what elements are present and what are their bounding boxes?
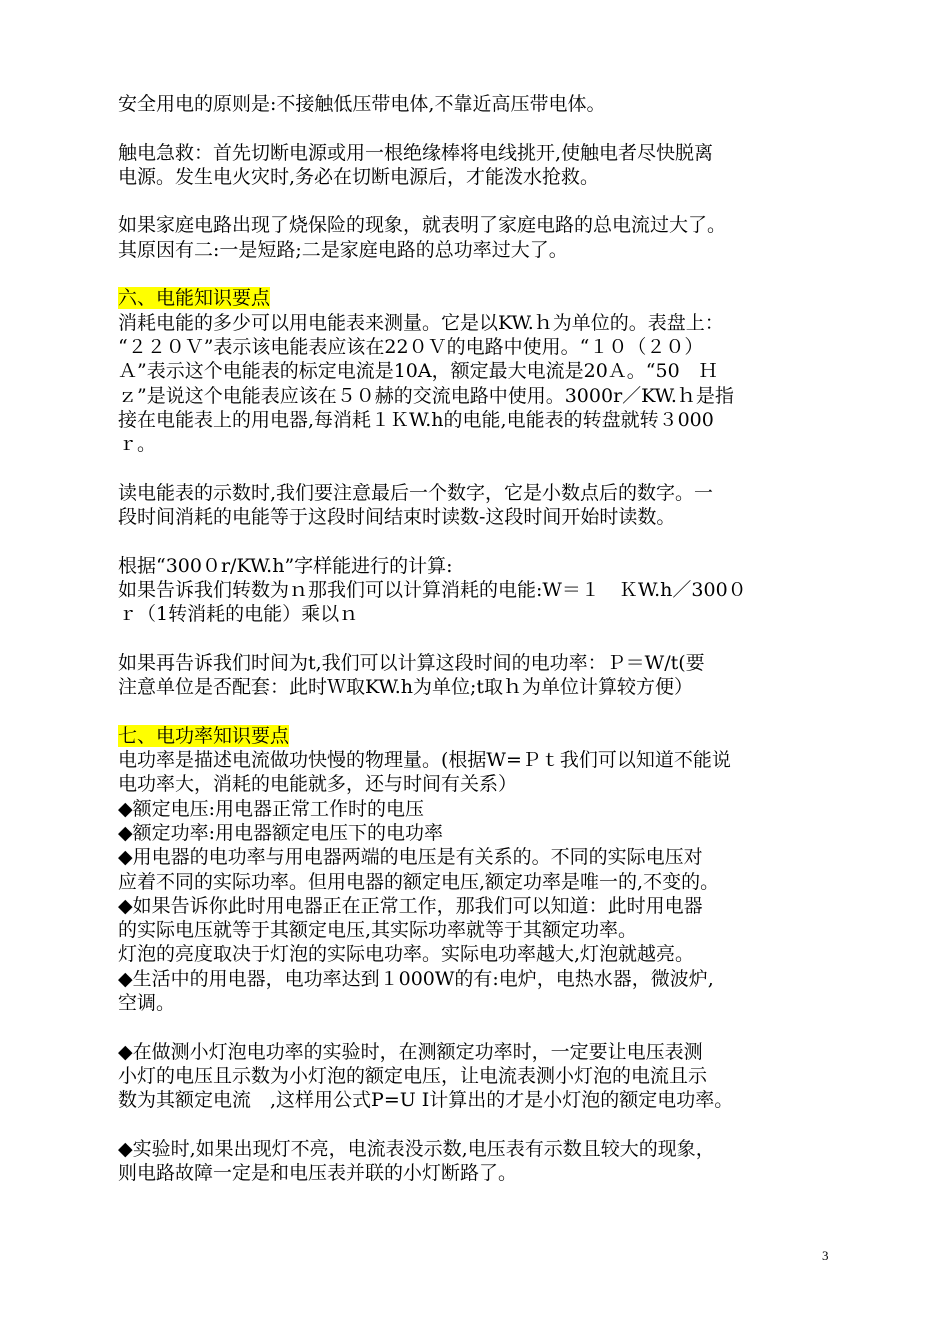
text-line: 小灯的电压且示数为小灯泡的额定电压，让电流表测小灯泡的电流且示 bbox=[118, 1064, 708, 1087]
text-line: 消耗电能的多少可以用电能表来测量。它是以KW.ｈ为单位的。表盘上： bbox=[118, 311, 724, 334]
blank-line bbox=[118, 456, 838, 480]
text-line: ｒ（1转消耗的电能）乘以ｎ bbox=[118, 603, 359, 626]
text-line: ｒ。 bbox=[118, 433, 157, 456]
text-line: ◆生活中的用电器，电功率达到１000W的有:电炉，电热水器，微波炉, bbox=[118, 967, 714, 990]
text-line: 安全用电的原则是:不接触低压带电体,不靠近高压带电体。 bbox=[118, 93, 606, 115]
blank-line bbox=[118, 189, 838, 213]
blank-line bbox=[118, 627, 838, 651]
section-heading bbox=[118, 286, 838, 310]
text-line: “２２０Ｖ”表示该电能表应该在22０Ｖ的电路中使用。“１０（２０） bbox=[118, 335, 704, 358]
blank-line bbox=[118, 1112, 838, 1136]
text-line: 触电急救：首先切断电源或用一根绝缘棒将电线挑开,使触电者尽快脱离 bbox=[118, 141, 714, 164]
highlighted-heading-text: 六、电能知识要点 bbox=[118, 287, 271, 310]
text-line: 则电路故障一定是和电压表并联的小灯断路了。 bbox=[118, 1162, 518, 1185]
text-line: Ａ”表示这个电能表的标定电流是10A，额定最大电流是20Ａ。“50 Ｈ bbox=[118, 360, 718, 383]
text-line: ◆额定电压:用电器正常工作时的电压 bbox=[118, 797, 425, 820]
text-line: 根据“300０r/KW.h”字样能进行的计算: bbox=[118, 554, 453, 577]
text-line: ｚ”是说这个电能表应该在５０赫的交流电路中使用。3000r／KW.ｈ是指 bbox=[118, 384, 734, 407]
text-line: 接在电能表上的用电器,每消耗１ＫW.h的电能,电能表的转盘就转３000 bbox=[118, 408, 714, 431]
page-number: 3 bbox=[822, 1248, 829, 1263]
text-line: ◆在做测小灯泡电功率的实验时，在测额定功率时，一定要让电压表测 bbox=[118, 1040, 703, 1063]
text-line: ◆如果告诉你此时用电器正在正常工作，那我们可以知道：此时用电器 bbox=[118, 894, 703, 917]
blank-line bbox=[118, 116, 838, 140]
text-line: 读电能表的示数时,我们要注意最后一个数字，它是小数点后的数字。一 bbox=[118, 481, 714, 504]
text-line: 灯泡的亮度取决于灯泡的实际电功率。实际电功率越大,灯泡就越亮。 bbox=[118, 943, 695, 966]
text-line: 如果再告诉我们时间为t,我们可以计算这段时间的电功率：Ｐ＝W/t(要 bbox=[118, 651, 705, 674]
text-line: ◆额定功率:用电器额定电压下的电功率 bbox=[118, 821, 444, 844]
text-line: 其原因有二:一是短路;二是家庭电路的总功率过大了。 bbox=[118, 238, 568, 261]
text-line: 段时间消耗的电能等于这段时间结束时读数-这段时间开始时读数。 bbox=[118, 506, 676, 529]
text-line: ◆实验时,如果出现灯不亮，电流表没示数,电压表有示数且较大的现象， bbox=[118, 1137, 715, 1160]
blank-line bbox=[118, 1015, 838, 1039]
text-line: 空调。 bbox=[118, 991, 176, 1014]
text-line: 应着不同的实际功率。但用电器的额定电压,额定功率是唯一的,不变的。 bbox=[118, 870, 720, 893]
text-line: 的实际电压就等于其额定电压,其实际功率就等于其额定功率。 bbox=[118, 919, 638, 942]
text-line: 如果告诉我们转数为ｎ那我们可以计算消耗的电能:W＝１ ＫW.h／300０ bbox=[118, 578, 747, 601]
text-line: 电源。发生电火灾时,务必在切断电源后，才能泼水抢救。 bbox=[118, 165, 600, 188]
blank-line bbox=[118, 262, 838, 286]
section-heading bbox=[118, 724, 838, 748]
blank-line bbox=[118, 529, 838, 553]
text-line: 注意单位是否配套：此时Ｗ取KW.h为单位;t取ｈ为单位计算较方便） bbox=[118, 676, 694, 699]
blank-line bbox=[118, 699, 838, 723]
text-line: 数为其额定电流 ,这样用公式P=U I计算出的才是小灯泡的额定电功率。 bbox=[118, 1089, 734, 1112]
text-line: ◆用电器的电功率与用电器两端的电压是有关系的。不同的实际电压对 bbox=[118, 846, 703, 869]
text-line: 电功率大，消耗的电能就多，还与时间有关系） bbox=[118, 773, 518, 796]
text-line: 电功率是描述电流做功快慢的物理量。(根据W=Ｐｔ我们可以知道不能说 bbox=[118, 749, 731, 772]
text-line: 如果家庭电路出现了烧保险的现象，就表明了家庭电路的总电流过大了。 bbox=[118, 214, 727, 237]
document-body bbox=[118, 92, 838, 1185]
highlighted-heading-text: 七、电功率知识要点 bbox=[118, 724, 290, 747]
